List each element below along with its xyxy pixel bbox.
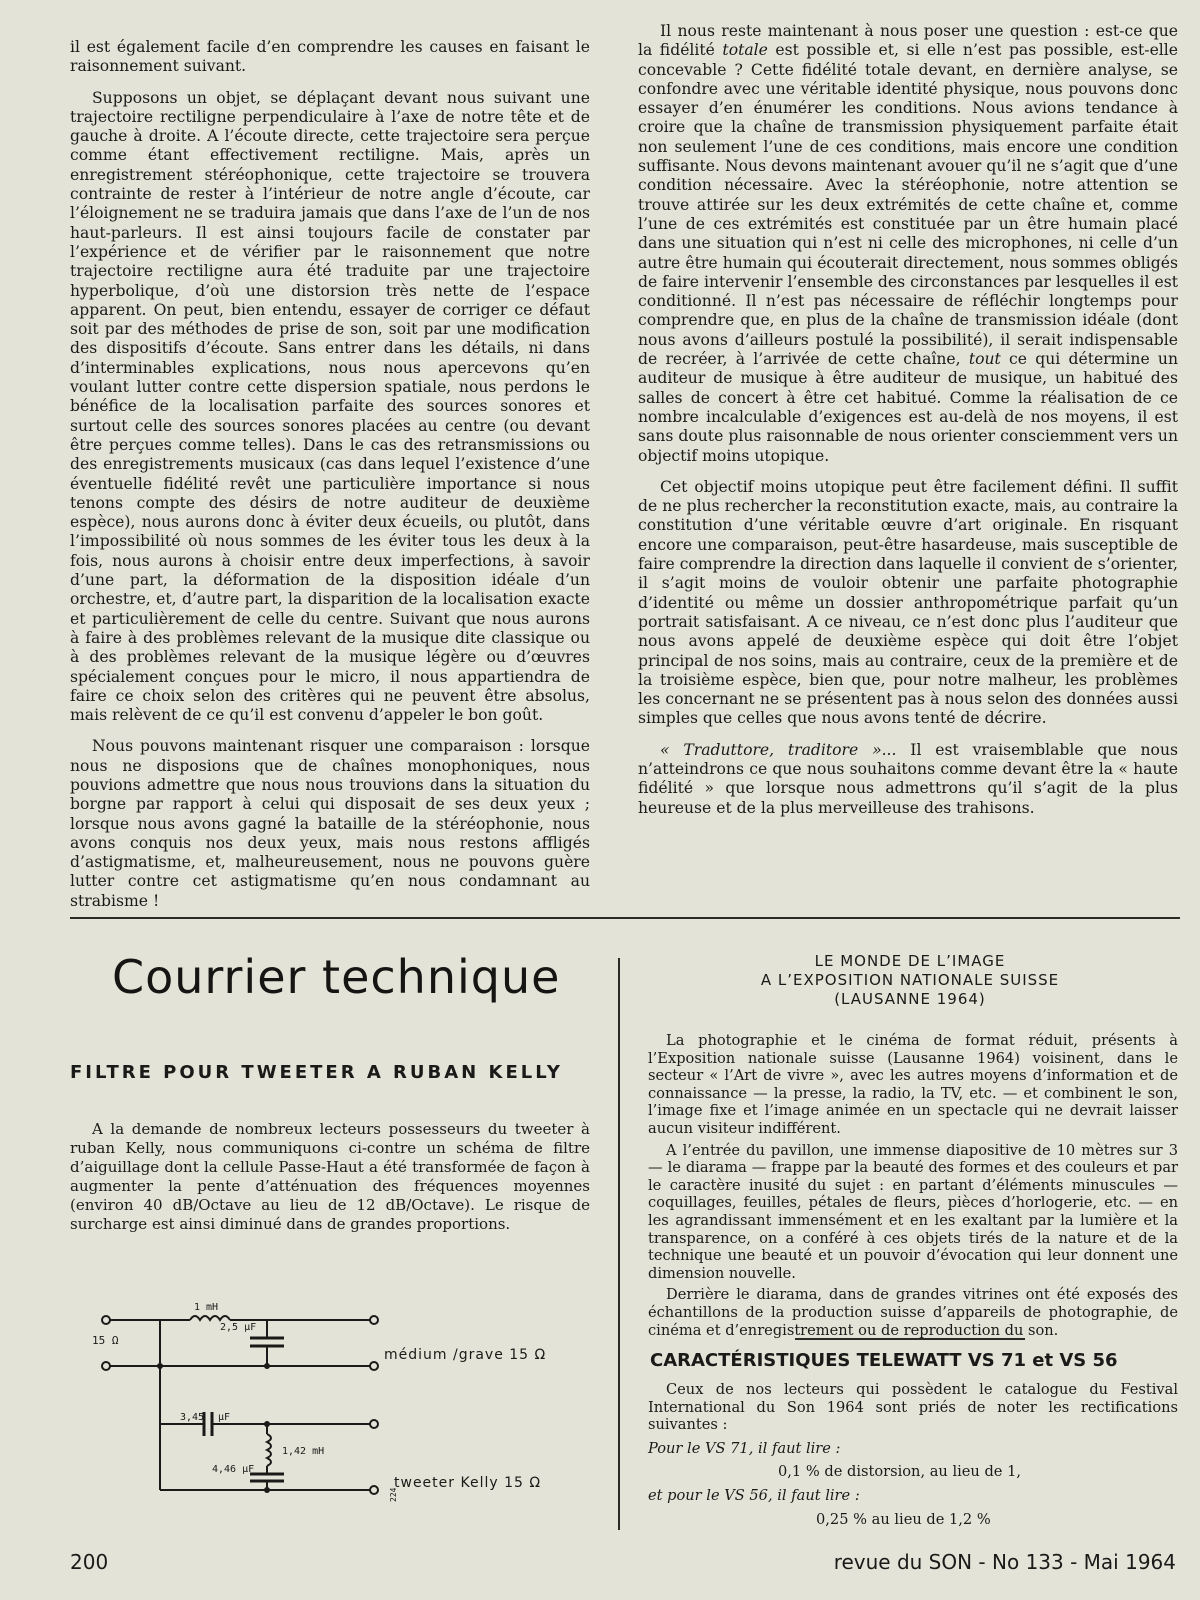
journal-footer: revue du SON - No 133 - Mai 1964 xyxy=(833,1550,1176,1574)
output-label-medium: médium /grave 15 Ω xyxy=(384,1347,547,1363)
schematic-label: 3,45 xyxy=(180,1412,205,1423)
article-paragraph: il est également facile d’en comprendre les causes en faisant le raisonnement suivant. xyxy=(70,38,590,76)
section-divider xyxy=(70,917,1180,919)
schematic-label: 1 mH xyxy=(194,1302,219,1313)
schematic-label: 2,5 µF xyxy=(220,1322,257,1333)
article-paragraph: Supposons un objet, se déplaçant devant nous suivant une trajectoire rectiligne perpendiculaire à l’axe de notre tête et de gauche à droite. A l’écoute directe, cette trajectoire sera perçue comme étant effectivement rectiligne. Mais, après un enregistrement stéréophonique, cette trajectoire se trouvera contrainte de rester à l’intérieur de notre angle d’écoute, car l’éloignement ne se traduira jamais que dans l’axe de l’un de nos haut-parleurs. Il est ainsi toujours facile de constater par l’expérience et de vérifier par le raisonnement que notre trajectoire rectiligne aura été traduite par une trajectoire hyperbolique, d’où une distorsion très nette de l’espace apparent. On peut, bien entendu, essayer de corriger ce défaut soit par des méthodes de prise de son, soit par une modification des dispositifs d’écoute. Sans entrer dans les détails, ni dans d’interminables explications, nous nous apercevons qu’en voulant lutter contre cette dispersion spatiale, nous perdons le bénéfice de la localisation parfaite des sources sonores et surtout celle des sources sonores placées au centre (ou devant être perçues comme telles). Dans le cas des retransmissions ou des enregistrements musicaux (cas dans lequel l’existence d’une éventuelle fidélité revêt une particulière importance si nous tenons compte des désirs de notre auditeur de deuxième espèce), nous aurons donc à éviter deux écueils, ou plutôt, dans l’impossibilité où nous sommes de les éviter tous les deux à la fois, nous aurons à choisir entre deux imperfections, à savoir d’une part, la déformation de la disposition idéale d’un orchestre, et, d’autre part, la disparition de la localisation exacte et particulièrement de celle du centre. Suivant que nous aurons à faire à des problèmes relevant de la musique dite classique ou à des problèmes relevant de la musique légère ou d’œuvres spécialement conçues pour le micro, il nous appartiendra de faire ce choix selon des critères qui ne peuvent être absolus, mais relèvent de ce qu’il est convenu d’appeler le bon goût. xyxy=(70,88,590,725)
article-paragraph: Il nous reste maintenant à nous poser une question : est-ce que la fidélité totale est possible et, si elle n’est pas possible, est-elle concevable ? Cette fidélité totale devant, en dernière analyse, se confondre avec une véritable identité physique, nous pouvons donc essayer d’en énumérer les conditions. Nous avions tendance à croire que la chaîne de transmission physiquement parfaite était non seulement l’une de ces conditions, mais encore une condition suffisante. Nous devons maintenant avouer qu’il ne s’agit que d’une condition nécessaire. Avec la stéréophonie, notre attention se trouve attirée sur les deux extrémités de cette chaîne et, comme l’une de ces extrémités est constituée par un être humain placé dans une situation qui n’est ni celle des microphones, ni celle d’un autre être humain qui écouterait directement, nous sommes obligés de faire intervenir l’ensemble des circonstances par lesquelles il est conditionné. Il n’est pas nécessaire de réfléchir longtemps pour comprendre que, en plus de la chaîne de transmission idéale (dont nous avons d’ailleurs postulé la possibilité), il serait indispensable de recréer, à l’arrivée de cette chaîne, tout ce qui détermine un auditeur de musique à être auditeur de musique, un habitué des salles de concert à être cet habitué. Comme la réalisation de ce nombre incalculable d’exigences est au-delà de nos moyens, il est sans doute plus raisonnable de nous orienter consciemment vers un objectif moins utopique. xyxy=(638,22,1179,465)
schematic-label: 224 xyxy=(389,1487,398,1502)
monde-text: La photographie et le cinéma de format réduit, présents à l’Exposition nationale suisse (Lausanne 1964) voisinent, dans le secteur « l’Art de vivre », avec les autres moyens d’information et de connaissance — la presse, la radio, la TV, etc. — et combinent le son, l’image fixe et l’image animée en un spectacle qui ne devrait laisser aucun visiteur indifférent. A l’entrée du pavillon, une immense diapositive de 10 mètres sur 3 — le diarama — frappe par la beauté des formes et des couleurs et par le caractère inusité du sujet : en partant d’éléments minuscules — coquillages, feuilles, pétales de fleurs, pièces d’horlogerie, etc. — en les agrandissant immensément et en les exaltant par la lumière et la transparence, on a conféré à ces objets tirés de la nature et de la technique une beauté et un pouvoir d’évocation qui leur donnent une dimension nouvelle. Derrière le diarama, dans de grandes vitrines ont été exposés des échantillons de la production suisse d’appareils de photographie, de cinéma et d’enregistrement ou de reproduction du son. xyxy=(648,1032,1178,1339)
monde-heading: LE MONDE DE L’IMAGE A L’EXPOSITION NATIONALE SUISSE (LAUSANNE 1964) xyxy=(760,952,1060,1008)
filtre-text: A la demande de nombreux lecteurs possesseurs du tweeter à ruban Kelly, nous communiquons ci-contre un schéma de filtre d’aiguillage dont la cellule Passe-Haut a été transformée de façon à augmenter la pente d’atténuation des fréquences moyennes (environ 40 dB/Octave au lieu de 12 dB/Octave). Le risque de surcharge est ainsi diminué dans de grandes proportions. xyxy=(70,1120,590,1233)
filter-schematic xyxy=(80,1290,440,1530)
page-number: 200 xyxy=(70,1550,109,1574)
schematic-label: 1,42 mH xyxy=(282,1446,325,1457)
article-left-column xyxy=(70,38,590,923)
carac-heading: CARACTÉRISTIQUES TELEWATT VS 71 et VS 56 xyxy=(650,1350,1118,1371)
section-title: Courrier technique xyxy=(112,950,561,1004)
output-label-tweeter: tweeter Kelly 15 Ω xyxy=(394,1475,542,1491)
article-paragraph: Cet objectif moins utopique peut être facilement défini. Il suffit de ne plus rechercher la reconstitution exacte, mais, au contraire la constitution d’une véritable œuvre d’art originale. En risquant encore une comparaison, peut-être hasardeuse, mais susceptible de faire comprendre la direction dans laquelle il convient de s’orienter, il s’agit moins de vouloir obtenir une parfaite photographie d’identité ou même un dossier anthropométrique parfait qu’un portrait satisfaisant. A ce niveau, ce n’est donc plus l’auditeur que nous avons appelé de deuxième espèce qui doit être l’objet principal de nos soins, mais au contraire, ceux de la première et de la troisième espèce, bien que, pour notre malheur, les problèmes les concernant ne se présentent pas à nous selon des données aussi simples que celles que nous avons tenté de décrire. xyxy=(638,477,1178,728)
schematic-label: µF xyxy=(218,1412,231,1423)
schematic-label: 4,46 µF xyxy=(212,1464,255,1475)
article-right-column xyxy=(638,22,1178,830)
article-paragraph: Nous pouvons maintenant risquer une comparaison : lorsque nous ne disposions que de chaînes monophoniques, nous pouvions admettre que nous nous trouvions dans la situation du borgne par rapport à celui qui disposait de ses deux yeux ; lorsque nous avons gagné la bataille de la stéréophonie, nous avons conquis nos deux yeux, mais nous restons affligés d’astigmatisme, et, malheureusement, nous ne pouvons guère lutter contre cet astigmatisme qu’en nous condamnant au strabisme ! xyxy=(70,737,590,910)
schematic-label: 15 Ω xyxy=(92,1334,119,1347)
article-paragraph: « Traduttore, traditore »... Il est vraisemblable que nous n’atteindrons ce que nous souhaitons comme devant être la « haute fidélité » que lorsque nous admettrons qu’il s’agit de la plus heureuse et de la plus merveilleuse des trahisons. xyxy=(638,740,1178,817)
short-divider xyxy=(795,1338,1025,1340)
carac-text: Ceux de nos lecteurs qui possèdent le catalogue du Festival International du Son 1964 sont priés de noter les rectifications suivantes : Pour le VS 71, il faut lire : 0,1 % de distorsion, au lieu de 1, et pour le VS 56, il faut lire : 0,25 % au lieu de 1,2 % xyxy=(648,1381,1178,1528)
filtre-heading: FILTRE POUR TWEETER A RUBAN KELLY xyxy=(70,1062,563,1083)
column-divider xyxy=(618,958,620,1530)
